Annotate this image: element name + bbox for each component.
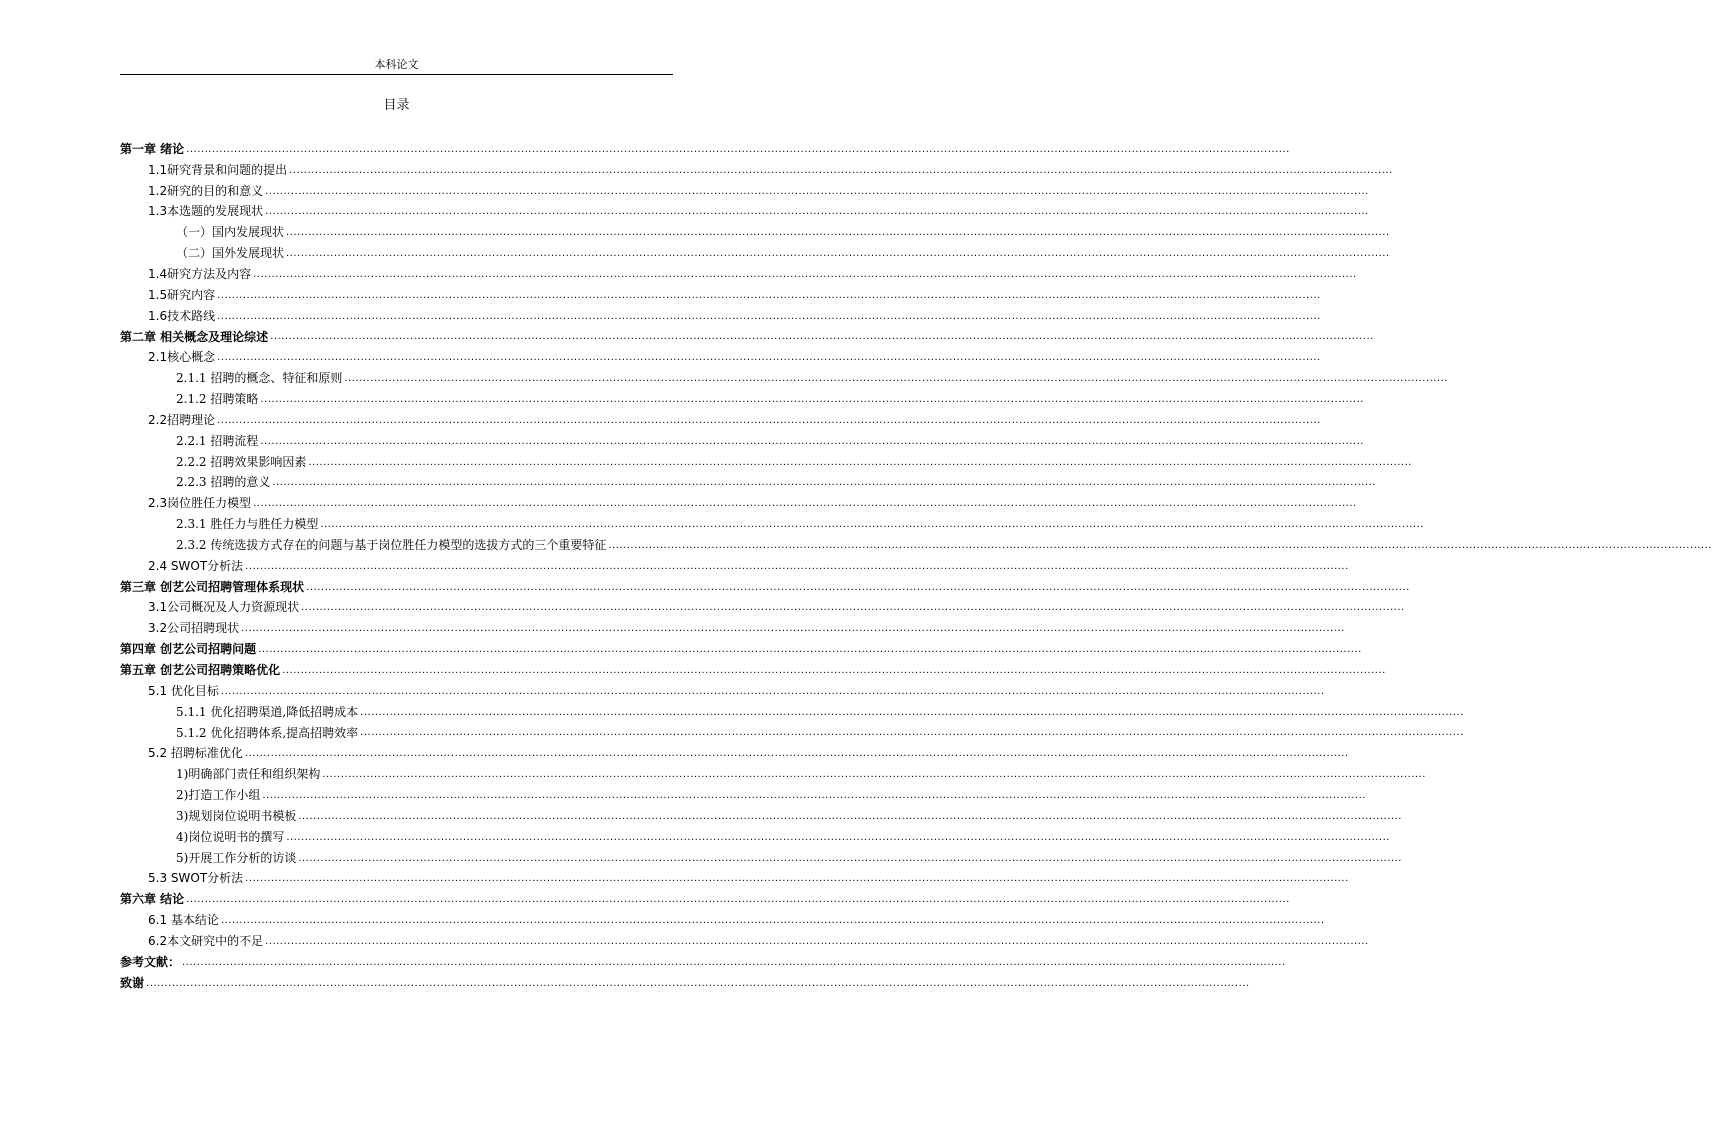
dot-leader: ............................................................................................................................................................................................................................................................................................................ [282,664,1386,676]
dot-leader: ............................................................................................................................................................................................................................................................................................................ [286,227,1390,239]
toc-entry-label: 6.2本文研究中的不足 [148,933,264,948]
toc-entry-label: 2.3岗位胜任力模型 [148,496,252,511]
dot-leader: ............................................................................................................................................................................................................................................................................................................ [360,727,1464,739]
toc-entry[interactable] [0,284,1321,305]
toc-entry-label: 5.1.1 优化招聘渠道,降低招聘成本 [176,704,359,719]
toc-entry-label: （二）国外发展现状 [176,246,285,261]
dot-leader: ............................................................................................................................................................................................................................................................................................................ [306,581,1410,593]
toc-entry-label: 1)明确部门责任和组织架构 [176,767,321,782]
header-divider [120,74,673,75]
toc-entry[interactable] [0,346,1321,367]
toc-entry-label: 2.2招聘理论 [148,412,216,427]
dot-leader: ............................................................................................................................................................................................................................................................................................................ [217,289,1321,301]
dot-leader: ............................................................................................................................................................................................................................................................................................................ [308,456,1412,468]
dot-leader: ............................................................................................................................................................................................................................................................................................................ [360,706,1464,718]
toc-entry[interactable] [0,972,1250,993]
dot-leader: ............................................................................................................................................................................................................................................................................................................ [270,331,1374,343]
toc-entry[interactable] [0,430,1364,451]
running-header: 本科论文 [374,58,419,71]
toc-entry-label: 5.2 招聘标准优化 [148,746,243,761]
toc-entry[interactable] [0,597,1405,618]
dot-leader: ............................................................................................................................................................................................................................................................................................................ [182,956,1286,968]
dot-leader: ............................................................................................................................................................................................................................................................................................................ [286,831,1390,843]
toc-entry[interactable] [0,159,1393,180]
dot-leader: ............................................................................................................................................................................................................................................................................................................ [258,644,1362,656]
dot-leader: ............................................................................................................................................................................................................................................................................................................ [608,539,1712,551]
toc-entry-label: 第四章 创艺公司招聘问题 [120,642,257,657]
dot-leader: ............................................................................................................................................................................................................................................................................................................ [301,602,1405,614]
toc-entry-label: 第六章 结论 [120,892,185,907]
dot-leader: ............................................................................................................................................................................................................................................................................................................ [253,268,1357,280]
dot-leader: ............................................................................................................................................................................................................................................................................................................ [286,248,1390,260]
toc-entry[interactable] [0,492,1357,513]
toc-entry-label: 致谢 [120,975,145,990]
dot-leader: ............................................................................................................................................................................................................................................................................................................ [262,790,1366,801]
toc-entry[interactable] [0,451,1412,472]
dot-leader: ............................................................................................................................................................................................................................................................................................................ [265,185,1369,197]
toc-entry[interactable] [0,742,1349,763]
toc-entry[interactable] [0,701,1464,722]
toc-entry[interactable] [0,555,1349,576]
toc-entry-label: 1.4研究方法及内容 [148,266,252,281]
toc-entry[interactable] [0,221,1390,242]
toc-entry[interactable] [0,909,1325,930]
toc-entry[interactable] [0,722,1464,743]
dot-leader: ............................................................................................................................................................................................................................................................................................................ [253,498,1357,510]
toc-entry[interactable] [0,138,1290,159]
dot-leader: ............................................................................................................................................................................................................................................................................................................ [244,748,1349,760]
toc-entry[interactable] [0,805,1402,826]
dot-leader: ............................................................................................................................................................................................................................................................................................................ [298,810,1402,822]
dot-leader: ............................................................................................................................................................................................................................................................................................................ [265,935,1369,947]
dot-leader: ............................................................................................................................................................................................................................................................................................................ [217,310,1321,322]
dot-leader: ............................................................................................................................................................................................................................................................................................................ [289,164,1393,176]
dot-leader: ............................................................................................................................................................................................................................................................................................................ [220,915,1325,927]
toc-entry[interactable] [0,617,1345,638]
toc-entry-label: 2.4 SWOT分析法 [148,558,244,573]
toc-entry[interactable] [0,305,1321,326]
dot-leader: ............................................................................................................................................................................................................................................................................................................ [265,206,1369,218]
toc-entry[interactable] [0,326,1374,347]
toc-entry[interactable] [0,263,1357,284]
toc-entry[interactable] [0,659,1386,680]
dot-leader: ............................................................................................................................................................................................................................................................................................................ [217,352,1321,364]
dot-leader: ............................................................................................................................................................................................................................................................................................................ [245,873,1349,885]
dot-leader: ............................................................................................................................................................................................................................................................................................................ [260,435,1364,447]
toc-entry[interactable] [0,888,1290,909]
toc-entry[interactable] [0,847,1402,868]
toc-entry[interactable] [0,784,1366,805]
toc-entry-label: 2.1核心概念 [148,350,216,365]
toc-entry-label: 2.3.2 传统选拔方式存在的问题与基于岗位胜任力模型的选拔方式的三个重要特征 [176,537,607,552]
toc-entry-label: 2.2.2 招聘效果影响因素 [176,454,307,469]
toc-entry-label: 3)规划岗位说明书模板 [176,808,297,823]
toc-entry-label: 2.3.1 胜任力与胜任力模型 [176,517,319,532]
toc-entry[interactable] [0,409,1321,430]
toc-entry[interactable] [0,201,1369,222]
dot-leader: ............................................................................................................................................................................................................................................................................................................ [241,623,1345,635]
toc-entry-label: 参考文献： [120,954,181,969]
toc-entry-label: 第二章 相关概念及理论综述 [120,329,269,344]
toc-entry-label: 5)开展工作分析的访谈 [176,850,297,865]
toc-entry-label: 5.1.2 优化招聘体系,提高招聘效率 [176,725,359,740]
toc-entry-label: 5.3 SWOT分析法 [148,871,244,886]
dot-leader: ............................................................................................................................................................................................................................................................................................................ [217,414,1321,426]
toc-entry-label: 3.2公司招聘现状 [148,621,240,636]
toc-entry-label: 4)岗位说明书的撰写 [176,829,285,844]
toc-entry-label: 1.1研究背景和问题的提出 [148,162,288,177]
toc-entry-label: 1.6技术路线 [148,308,216,323]
toc-entry-label: 2.1.2 招聘策略 [176,392,259,407]
toc-entry-label: 第一章 绪论 [120,141,185,156]
dot-leader: ............................................................................................................................................................................................................................................................................................................ [272,477,1376,489]
toc-entry[interactable] [0,763,1426,784]
toc-entry-label: （一）国内发展现状 [176,225,285,240]
toc-entry[interactable] [0,951,1286,972]
dot-leader: ............................................................................................................................................................................................................................................................................................................ [320,519,1424,531]
toc-entry-label: 2.2.1 招聘流程 [176,433,259,448]
toc-entry-label: 1.5研究内容 [148,287,216,302]
dot-leader: ............................................................................................................................................................................................................................................................................................................ [298,852,1402,864]
toc-entry[interactable] [0,472,1376,493]
toc-entry-label: 第五章 创艺公司招聘策略优化 [120,663,281,678]
toc-entry[interactable] [0,826,1390,847]
dot-leader: ............................................................................................................................................................................................................................................................................................................ [186,143,1290,155]
toc-title: 目录 [383,98,410,113]
toc-entry-label: 2.2.3 招聘的意义 [176,475,271,490]
toc-entry[interactable] [0,388,1364,409]
toc-entry-label: 1.3本选题的发展现状 [148,204,264,219]
toc-entry[interactable] [0,680,1325,701]
toc-entry[interactable] [0,180,1369,201]
toc-entry[interactable] [0,576,1410,597]
toc-entry[interactable] [0,930,1369,951]
toc-entry-label: 2.1.1 招聘的概念、特征和原则 [176,371,343,386]
toc-entry-label: 2)打造工作小组 [176,788,261,803]
dot-leader: ............................................................................................................................................................................................................................................................................................................ [322,769,1426,781]
dot-leader: ............................................................................................................................................................................................................................................................................................................ [146,977,1250,989]
toc-entry[interactable] [0,367,1448,388]
dot-leader: ............................................................................................................................................................................................................................................................................................................ [245,560,1349,572]
toc-entry-label: 3.1公司概况及人力资源现状 [148,600,300,615]
toc-entry[interactable] [0,513,1424,534]
toc-entry-label: 1.2研究的目的和意义 [148,183,264,198]
table-of-contents [0,138,1712,993]
dot-leader: ............................................................................................................................................................................................................................................................................................................ [186,894,1290,906]
dot-leader: ............................................................................................................................................................................................................................................................................................................ [344,373,1448,385]
dot-leader: ............................................................................................................................................................................................................................................................................................................ [260,393,1364,405]
toc-entry[interactable] [0,534,1712,555]
toc-entry-label: 5.1 优化目标 [148,683,219,698]
dot-leader: ............................................................................................................................................................................................................................................................................................................ [220,685,1325,697]
toc-entry[interactable] [0,638,1362,659]
toc-entry-label: 6.1 基本结论 [148,913,219,928]
toc-entry[interactable] [0,242,1390,263]
toc-entry[interactable] [0,868,1349,889]
toc-entry-label: 第三章 创艺公司招聘管理体系现状 [120,579,305,594]
